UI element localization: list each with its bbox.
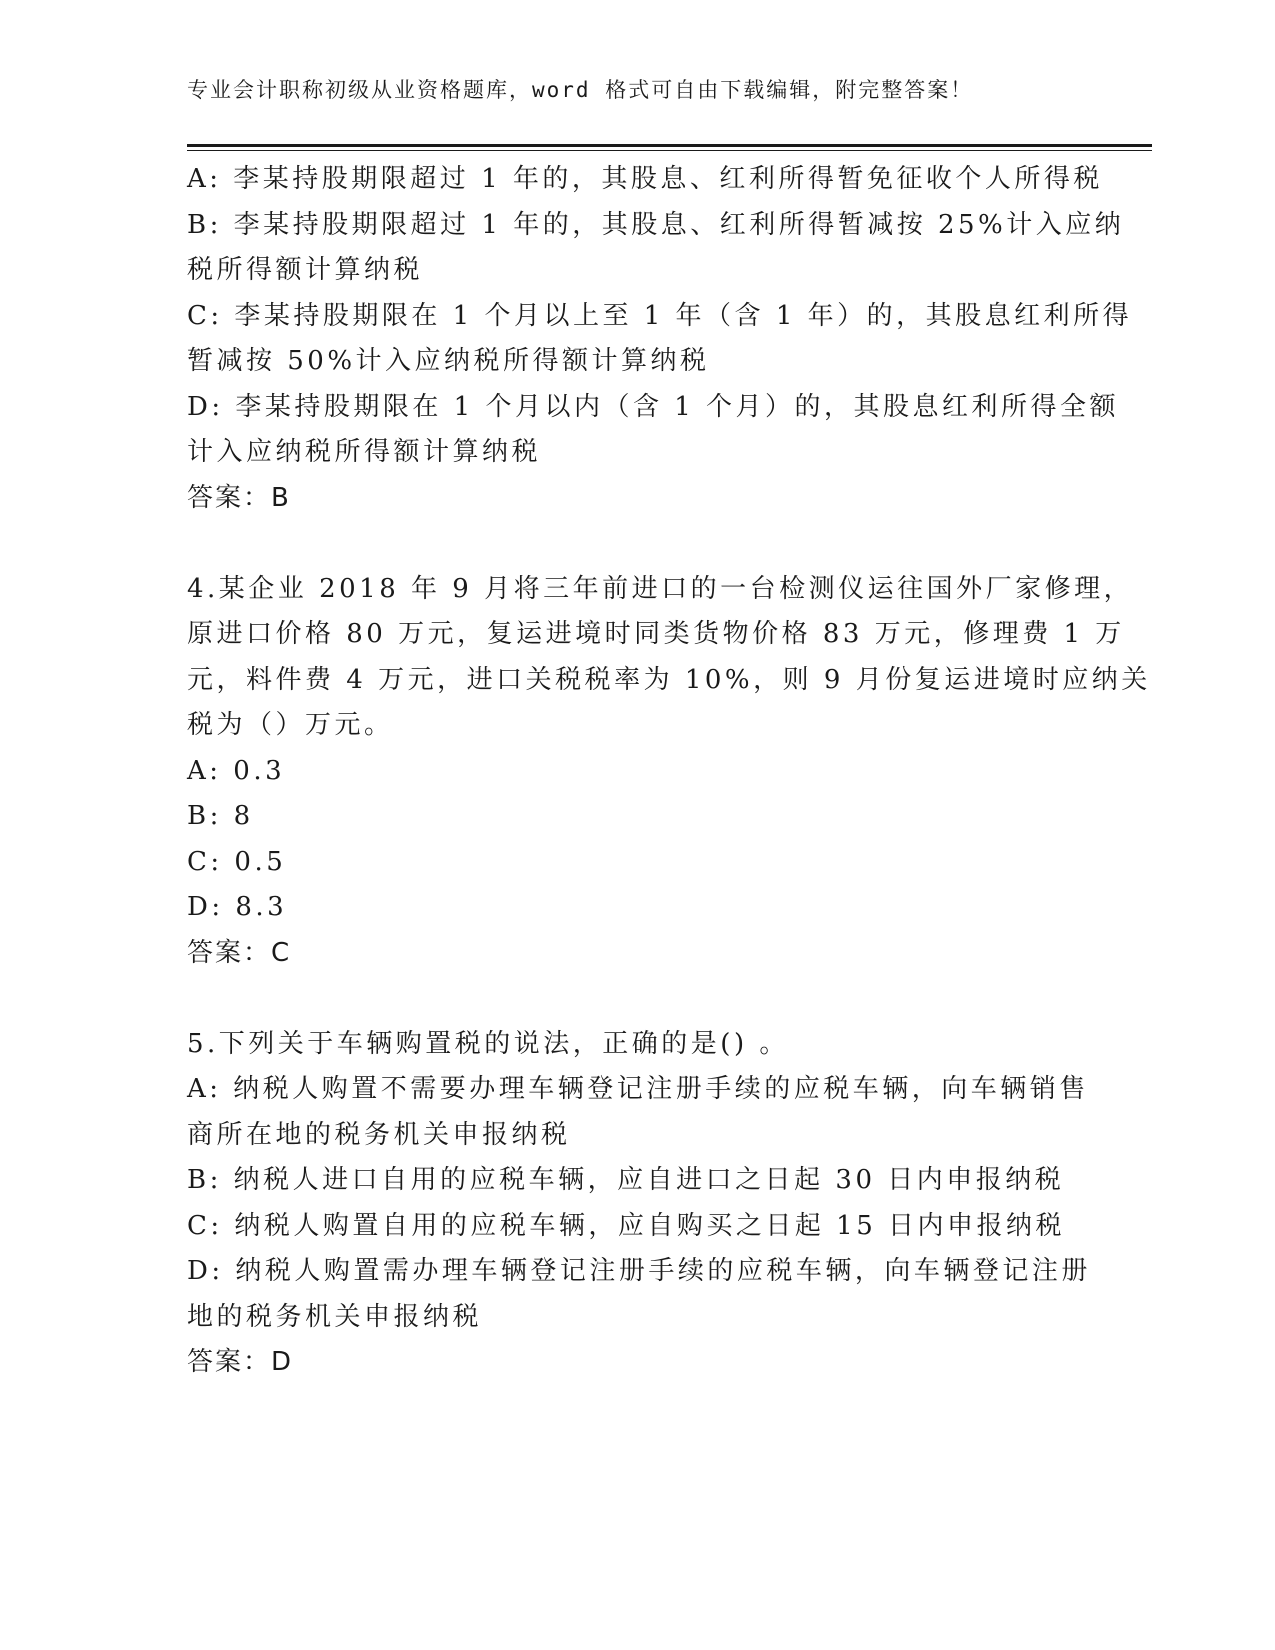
header-rule-thick (187, 144, 1152, 147)
q5-option-a-line2: 商所在地的税务机关申报纳税 (187, 1119, 571, 1150)
spacer (187, 976, 1087, 1022)
q3-option-a: A: 李某持股期限超过 1 年的，其股息、红利所得暂免征收个人所得税 (187, 164, 1103, 194)
q4-stem-line4: 税为（）万元。 (187, 710, 394, 740)
q5-stem-line1: 5.下列关于车辆购置税的说法，正确的是() 。 (187, 1028, 789, 1059)
page-header: 专业会计职称初级从业资格题库，word 格式可自由下载编辑，附完整答案！ (187, 78, 974, 102)
q4-stem-line2: 原进口价格 80 万元，复运进境时同类货物价格 83 万元，修理费 1 万 (187, 619, 1125, 649)
q5-option-d-line1: D: 纳税人购置需办理车辆登记注册手续的应税车辆，向车辆登记注册 (187, 1256, 1091, 1286)
q4-option-c: C: 0.5 (187, 846, 287, 877)
q5-option-a-line1: A: 纳税人购置不需要办理车辆登记注册手续的应税车辆，向车辆销售 (187, 1074, 1089, 1104)
q3-option-d-line1: D: 李某持股期限在 1 个月以内（含 1 个月）的，其股息红利所得全额 (187, 391, 1120, 422)
q3-answer: 答案：B (187, 482, 291, 513)
q3-option-b-line2: 税所得额计算纳税 (187, 255, 424, 285)
q5-answer: 答案：D (187, 1347, 294, 1377)
spacer (187, 521, 1087, 567)
q4-answer: 答案：C (187, 937, 292, 968)
q4-option-a: A: 0.3 (187, 755, 286, 786)
q3-option-c-line2: 暂减按 50%计入应纳税所得额计算纳税 (187, 346, 710, 376)
q4-option-b: B: 8 (187, 801, 254, 831)
q4-option-d: D: 8.3 (187, 892, 288, 922)
q5-option-b: B: 纳税人进口自用的应税车辆，应自进口之日起 30 日内申报纳税 (187, 1165, 1065, 1195)
question-4 (187, 567, 1151, 977)
q5-option-c: C: 纳税人购置自用的应税车辆，应自购买之日起 15 日内申报纳税 (187, 1210, 1066, 1241)
q5-option-d-line2: 地的税务机关申报纳税 (187, 1301, 483, 1332)
q4-stem-line3: 元，料件费 4 万元，进口关税税率为 10%，则 9 月份复运进境时应纳关 (187, 664, 1151, 695)
header-rule-thin (187, 150, 1152, 151)
q3-option-b-line1: B: 李某持股期限超过 1 年的，其股息、红利所得暂减按 25%计入应纳 (187, 209, 1125, 240)
q3-option-c-line1: C: 李某持股期限在 1 个月以上至 1 年（含 1 年）的，其股息红利所得 (187, 300, 1133, 331)
document-body (187, 157, 1151, 1386)
q3-option-d-line2: 计入应纳税所得额计算纳税 (187, 437, 542, 467)
question-5 (187, 1022, 1091, 1386)
question-3-options (187, 157, 1133, 521)
q4-stem-line1: 4.某企业 2018 年 9 月将三年前进口的一台检测仪运往国外厂家修理， (187, 573, 1134, 604)
